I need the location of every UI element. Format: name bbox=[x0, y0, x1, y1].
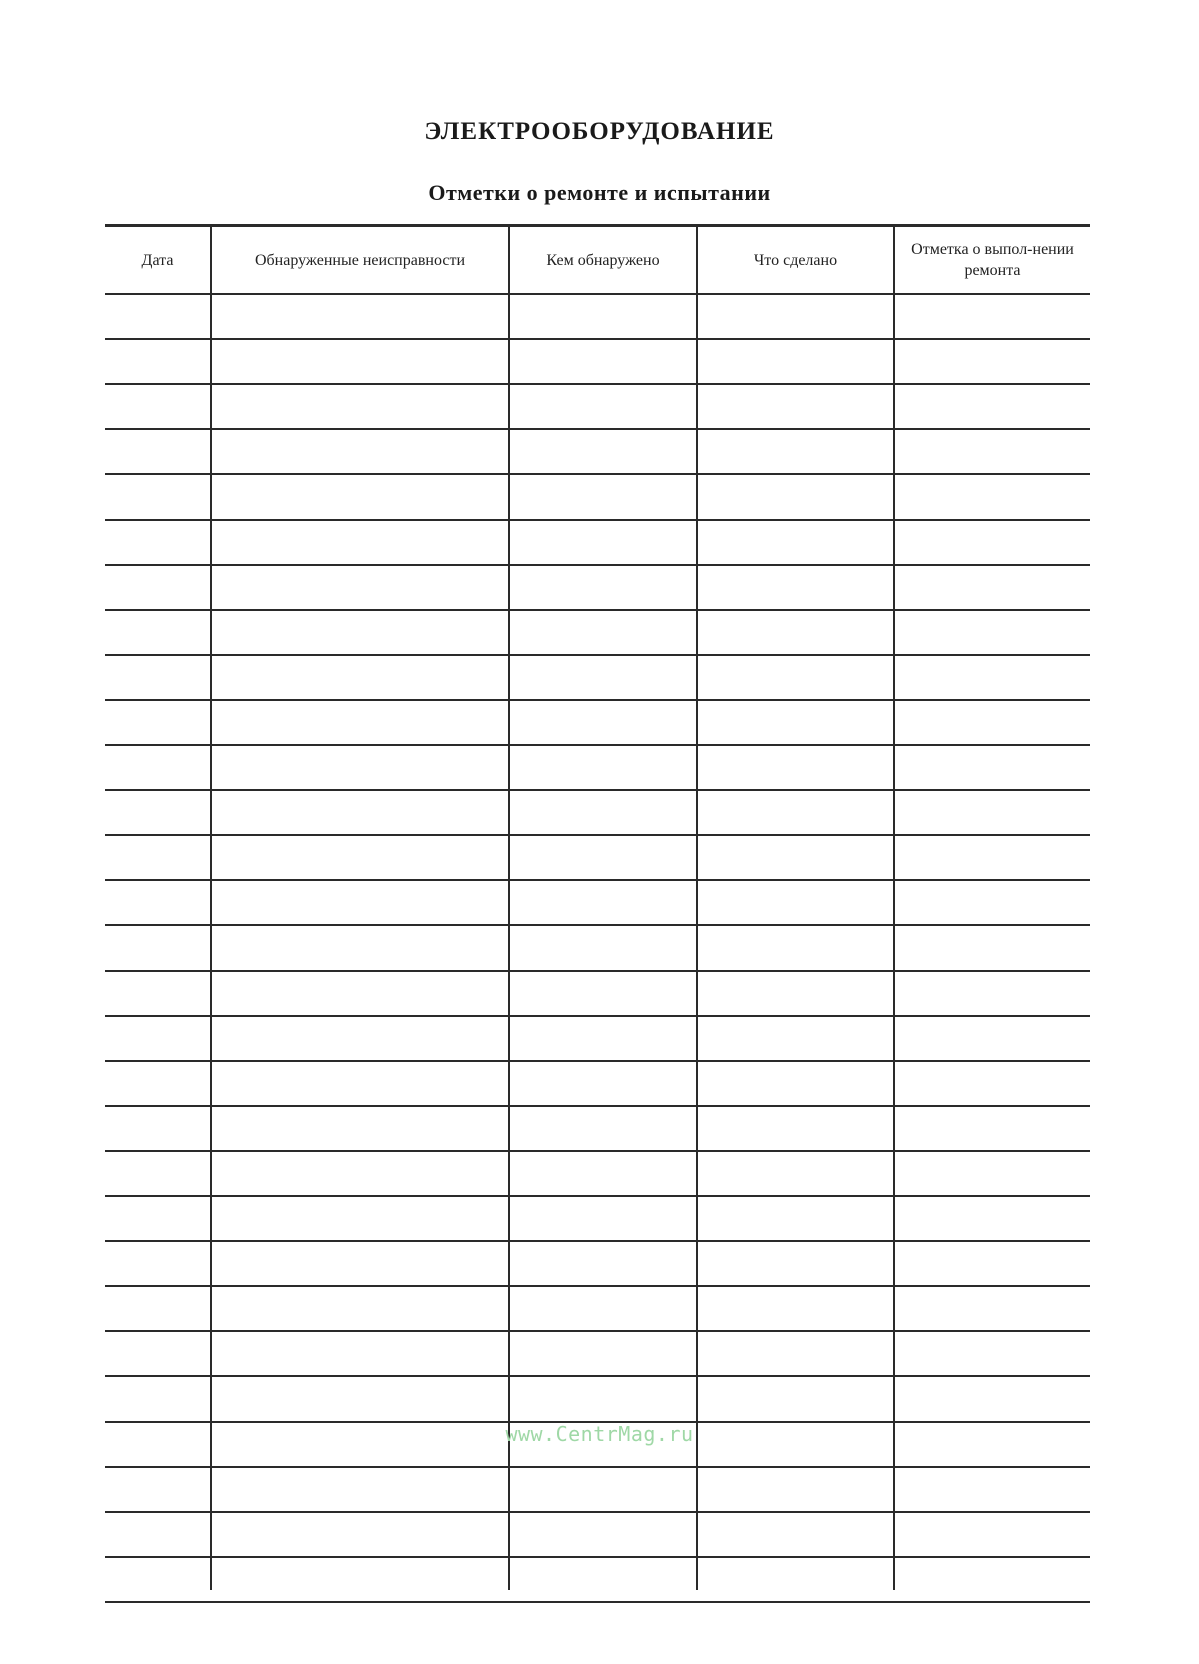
row-rule bbox=[105, 1240, 1090, 1242]
page-title: ЭЛЕКТРООБОРУДОВАНИЕ bbox=[424, 118, 775, 145]
row-rule bbox=[105, 383, 1090, 385]
row-rule bbox=[105, 609, 1090, 611]
repair-log-table bbox=[105, 224, 1090, 1592]
row-rule bbox=[105, 970, 1090, 972]
row-rule bbox=[105, 789, 1090, 791]
row-rule bbox=[105, 1466, 1090, 1468]
watermark: www.CentrMag.ru bbox=[505, 1422, 694, 1446]
row-rule bbox=[105, 834, 1090, 836]
row-rule bbox=[105, 1511, 1090, 1513]
column-header-completion-mark: Отметка о выпол-нении ремонта bbox=[911, 241, 1074, 279]
row-rule bbox=[105, 924, 1090, 926]
row-rule bbox=[105, 519, 1090, 521]
header-bottom-rule bbox=[105, 293, 1090, 295]
row-rule bbox=[105, 1195, 1090, 1197]
row-rule bbox=[105, 744, 1090, 746]
row-rule bbox=[105, 654, 1090, 656]
row-rule bbox=[105, 473, 1090, 475]
row-rule bbox=[105, 699, 1090, 701]
row-rule bbox=[105, 1556, 1090, 1558]
row-rule bbox=[105, 1285, 1090, 1287]
column-header-faults: Обнаруженные неисправности bbox=[254, 251, 466, 269]
column-header-date: Дата bbox=[141, 251, 174, 269]
column-header-found-by: Кем обнаружено bbox=[546, 251, 660, 269]
row-rule bbox=[105, 1150, 1090, 1152]
row-rule bbox=[105, 1330, 1090, 1332]
row-rule bbox=[105, 1060, 1090, 1062]
row-rule bbox=[105, 1375, 1090, 1377]
row-rule bbox=[105, 1601, 1090, 1603]
row-rule bbox=[105, 1015, 1090, 1017]
row-rule bbox=[105, 564, 1090, 566]
column-header-work-done: Что сделано bbox=[753, 251, 838, 269]
table-top-rule bbox=[105, 224, 1090, 227]
row-rule bbox=[105, 1105, 1090, 1107]
row-rule bbox=[105, 428, 1090, 430]
row-rule bbox=[105, 879, 1090, 881]
page-subtitle: Отметки о ремонте и испытании bbox=[428, 180, 771, 205]
row-rule bbox=[105, 338, 1090, 340]
